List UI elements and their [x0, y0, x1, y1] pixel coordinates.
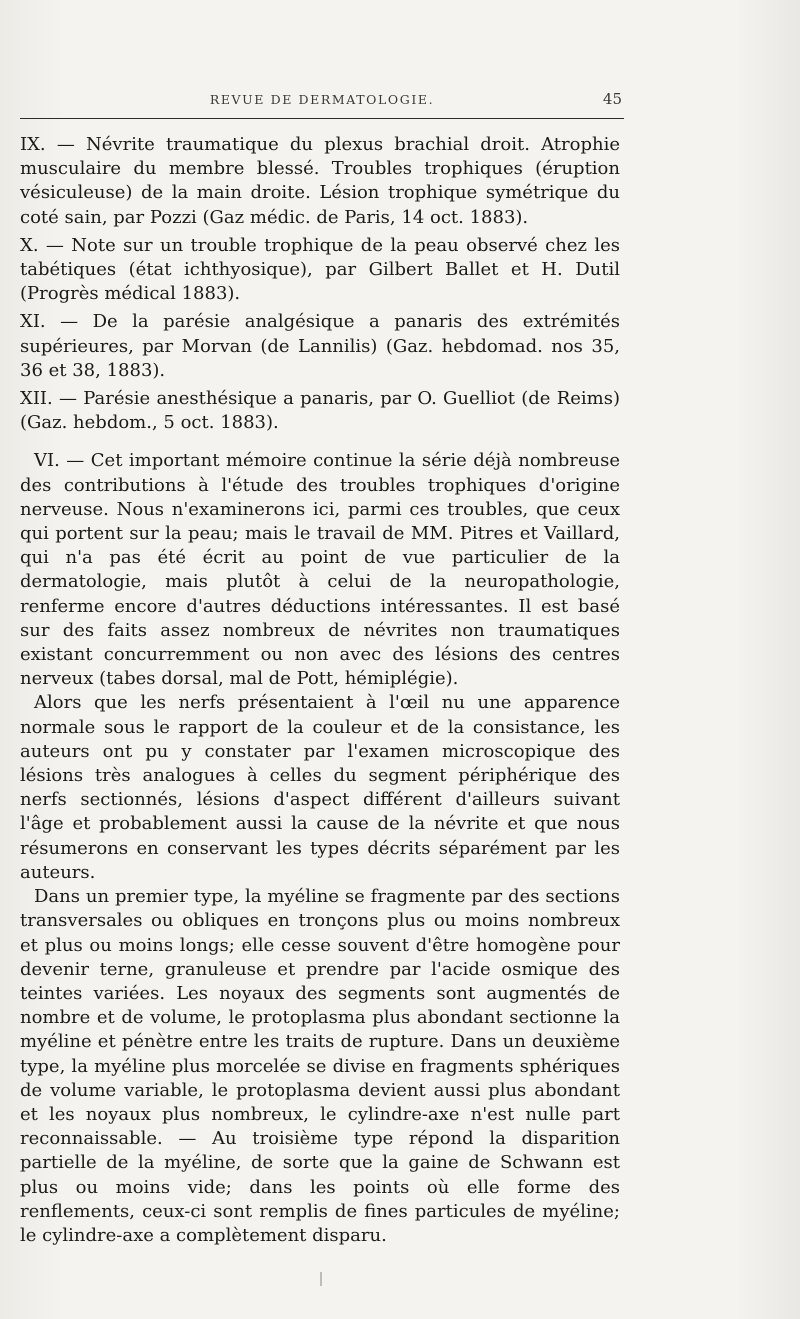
reference-xi: [20, 310, 620, 383]
reference-numeral: X.: [20, 234, 39, 256]
reference-x: [20, 234, 620, 307]
reference-text: — De la parésie analgésique a panaris des extrémités supérieures, par Morvan (de Lannilis) (Gaz. hebdomad. nos 35, 36 et 38, 1883).: [20, 311, 620, 381]
running-head: REVUE DE DERMATOLOGIE.: [209, 92, 435, 107]
paragraph: VI. — Cet important mémoire continue la série déjà nombreuse des contributions à l'étude des troubles trophiques d'origine nerveuse. Nous n'examinerons ici, parmi ces troubles, que ceux qui portent sur la peau; mais le travail de MM. Pitres et Vaillard, qui n'a pas été écrit au point de vue particulier de la dermatologie, mais plutôt à celui de la neuropathologie, renferme encore d'autres déductions intéressantes. Il est basé sur des faits assez nombreux de névrites non traumatiques existant concurremment ou non avec des lésions des centres nerveux (tabes dorsal, mal de Pott, hémiplégie).: [20, 450, 620, 690]
header-rule: [20, 118, 624, 119]
paragraph: Dans un premier type, la myéline se fragmente par des sections transversales ou obliques en tronçons plus ou moins nombreux et plus ou moins longs; elle cesse souvent d'être homogène pour devenir terne, granuleuse et prendre par l'acide osmique des teintes variées. Les noyaux des segments sont augmentés de nombre et de volume, le protoplasma plus abondant sectionne la myéline et pénètre entre les traits de rupture. Dans un deuxième type, la myéline plus morcelée se divise en fragments sphériques de volume variable, le protoplasma devient aussi plus abondant et les noyaux plus nombreux, le cylindre-axe n'est nulle part reconnaissable. — Au troisième type répond la disparition partielle de la myéline, de sorte que la gaine de Schwann est plus ou moins vide; dans les points où elle forme des renflements, ceux-ci sont remplis de fines particules de myéline; le cylindre-axe a complètement disparu.: [20, 886, 620, 1246]
reference-numeral: IX.: [20, 134, 46, 155]
body-text: [20, 133, 620, 1248]
reference-numeral: XII.: [20, 388, 53, 410]
reference-text: — Note sur un trouble trophique de la peau observé chez les tabétiques (état ichthyosique), par Gilbert Ballet et H. Dutil (Progrès médical 1883).: [20, 234, 620, 305]
reference-ix: [20, 133, 620, 230]
reference-text: — Névrite traumatique du plexus brachial droit. Atrophie musculaire du membre blessé. Troubles trophiques (éruption vésiculeuse) de la main droite. Lésion trophique symétrique du coté sain, par Pozzi (Gaz médic. de Paris, 14 oct. 1883).: [20, 134, 620, 228]
page-number: 45: [602, 90, 622, 108]
reference-numeral: XI.: [20, 311, 46, 333]
page-header: [22, 92, 622, 114]
paragraph: Alors que les nerfs présentaient à l'œil nu une apparence normale sous le rapport de la couleur et de la consistance, les auteurs ont pu y constater par l'examen microscopique des lésions très analogues à celles du segment périphérique des nerfs sectionnés, lésions d'aspect différent d'ailleurs suivant l'âge et probablement aussi la cause de la névrite et que nous résumerons en conservant les types décrits séparément par les auteurs.: [20, 692, 620, 883]
print-mark: [320, 1272, 322, 1286]
reference-text: — Parésie anesthésique a panaris, par O. Guelliot (de Reims) (Gaz. hebdom., 5 oct. 1883).: [20, 388, 620, 434]
reference-xii: [20, 387, 620, 435]
